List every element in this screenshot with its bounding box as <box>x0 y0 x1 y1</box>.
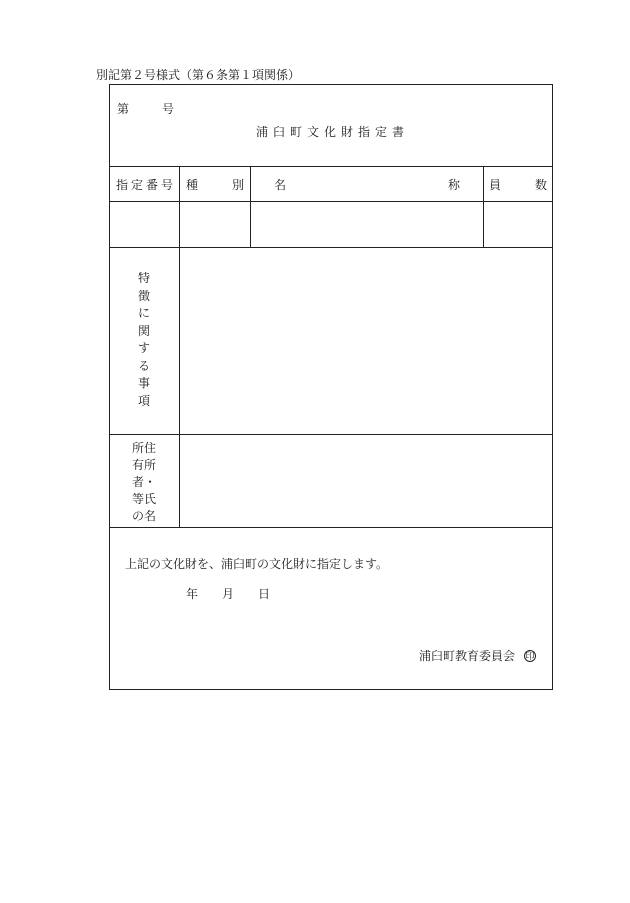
features-char: 特 <box>137 271 150 285</box>
issuer-name: 浦臼町教育委員会 <box>419 649 516 663</box>
number-prefix: 第 <box>117 102 130 116</box>
col-count-right: 数 <box>535 178 548 192</box>
col-name-right: 称 <box>448 178 461 192</box>
divider <box>110 247 552 248</box>
owner-label <box>129 440 159 525</box>
features-char: る <box>137 358 150 373</box>
divider <box>179 247 180 528</box>
divider <box>110 527 552 528</box>
features-char: 関 <box>137 323 150 338</box>
date-month: 月 <box>222 587 235 601</box>
count-cell[interactable] <box>485 202 551 246</box>
owner-label-line: 者・ <box>131 475 156 489</box>
certificate-frame <box>109 84 553 690</box>
divider <box>110 166 552 167</box>
designation-number-cell[interactable] <box>111 202 178 246</box>
features-char: に <box>137 306 150 320</box>
owner-field[interactable] <box>181 436 551 526</box>
form-caption: 別記第２号様式（第６条第１項関係） <box>96 68 301 82</box>
number-suffix: 号 <box>162 102 175 116</box>
statement-text: 上記の文化財を、浦臼町の文化財に指定します。 <box>125 557 389 571</box>
features-char: 徴 <box>137 288 150 303</box>
owner-label-line: 所住 <box>131 441 156 455</box>
date-year: 年 <box>186 587 199 601</box>
name-cell[interactable] <box>252 202 482 246</box>
type-cell[interactable] <box>181 202 249 246</box>
col-name-left: 名 <box>274 178 287 192</box>
col-type-right: 別 <box>232 178 245 192</box>
date-day: 日 <box>258 587 271 601</box>
document-title: 浦臼町文化財指定書 <box>256 125 410 139</box>
col-designation-number: 指定番号 <box>116 178 177 192</box>
owner-label-line: の名 <box>131 509 156 523</box>
seal-mark: 印 <box>525 652 535 662</box>
divider <box>250 166 251 248</box>
col-count-left: 員 <box>489 178 502 192</box>
col-type-left: 種 <box>186 178 199 192</box>
features-label <box>134 270 154 410</box>
features-char: 項 <box>137 393 150 408</box>
features-field[interactable] <box>181 249 551 433</box>
features-char: 事 <box>137 376 150 390</box>
divider <box>110 434 552 435</box>
divider <box>179 166 180 248</box>
divider <box>483 166 484 248</box>
owner-label-line: 等氏 <box>131 492 156 506</box>
owner-label-line: 有所 <box>131 458 156 472</box>
features-char: す <box>137 341 150 355</box>
